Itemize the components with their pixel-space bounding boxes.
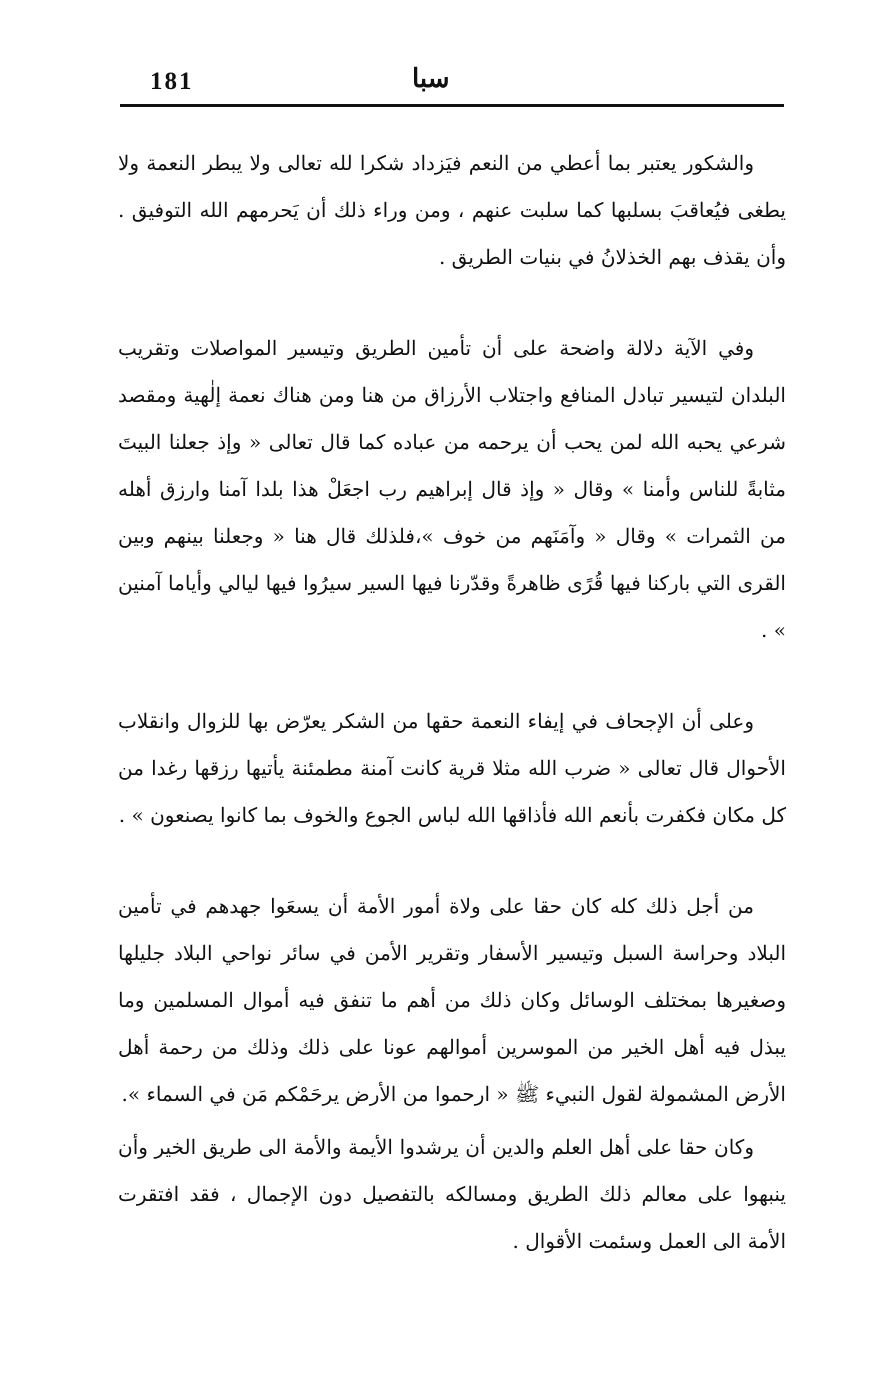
header-rule [120, 104, 784, 107]
paragraph-4: من أجل ذلك كله كان حقا على ولاة أمور الأمة أن يسعَوا جهدهم في تأمين البلاد وحراسة السبل وتيسير الأسفار وتقرير الأمن في سائر نواحي البلاد جليلها وصغيرها بمختلف الوسائل وكان ذلك من أهم ما تنفق فيه أموال المسلمين وما يبذل فيه أهل الخير من الموسرين أموالهم عونا على ذلك وذلك من رحمة أهل الأرض المشمولة لقول النبيء ﷺ « ارحموا من الأرض يرحَمْكم مَن في السماء ». [118, 894, 787, 1106]
paragraph-3: وعلى أن الإجحاف في إيفاء النعمة حقها من الشكر يعرّض بها للزوال وانقلاب الأحوال قال تعالى « ضرب الله مثلا قرية كانت آمنة مطمئنة يأتيها رزقها رغدا من كل مكان فكفرت بأنعم الله فأذاقها الله لباس الجوع والخوف بما كانوا يصنعون » . [118, 709, 786, 827]
page-header [120, 64, 784, 110]
paragraph-5: وكان حقا على أهل العلم والدين أن يرشدوا الأيمة والأمة الى طريق الخير وأن ينبهوا على معالم ذلك الطريق ومسالكه بالتفصيل دون الإجمال ، فقد افتقرت الأمة الى العمل وسئمت الأقوال . [118, 1135, 786, 1253]
page-number: 181 [150, 68, 194, 95]
paragraph-1: والشكور يعتبر بما أعطي من النعم فيَزداد شكرا لله تعالى ولا يبطر النعمة ولا يطغى فيُعاقبَ بسلبها كما سلبت عنهم ، ومن وراء ذلك أن يَحرمهم الله التوفيق . وأن يقذف بهم الخذلانُ في بنيات الطريق . [118, 151, 786, 269]
paragraph-2: وفي الآية دلالة واضحة على أن تأمين الطريق وتيسير المواصلات وتقريب البلدان لتيسير تبادل المنافع واجتلاب الأرزاق من هنا ومن هناك نعمة إلٰهية ومقصد شرعي يحبه الله لمن يحب أن يرحمه من عباده كما قال تعالى « وإذ جعلنا البيتَ مثابةً للناس وأمنا » وقال « وإذ قال إبراهيم رب اجعَلْ هذا بلدا آمنا وارزق أهله من الثمرات » وقال « وآمَنَهم من خوف »،فلذلك قال هنا « وجعلنا بينهم وبين القرى التي باركنا فيها قُرًى ظاهرةً وقدّرنا فيها السير سيرُوا فيها ليالي وأياما آمنين » . [118, 336, 786, 642]
body-text [118, 140, 786, 1265]
running-title: سبا [412, 64, 450, 94]
